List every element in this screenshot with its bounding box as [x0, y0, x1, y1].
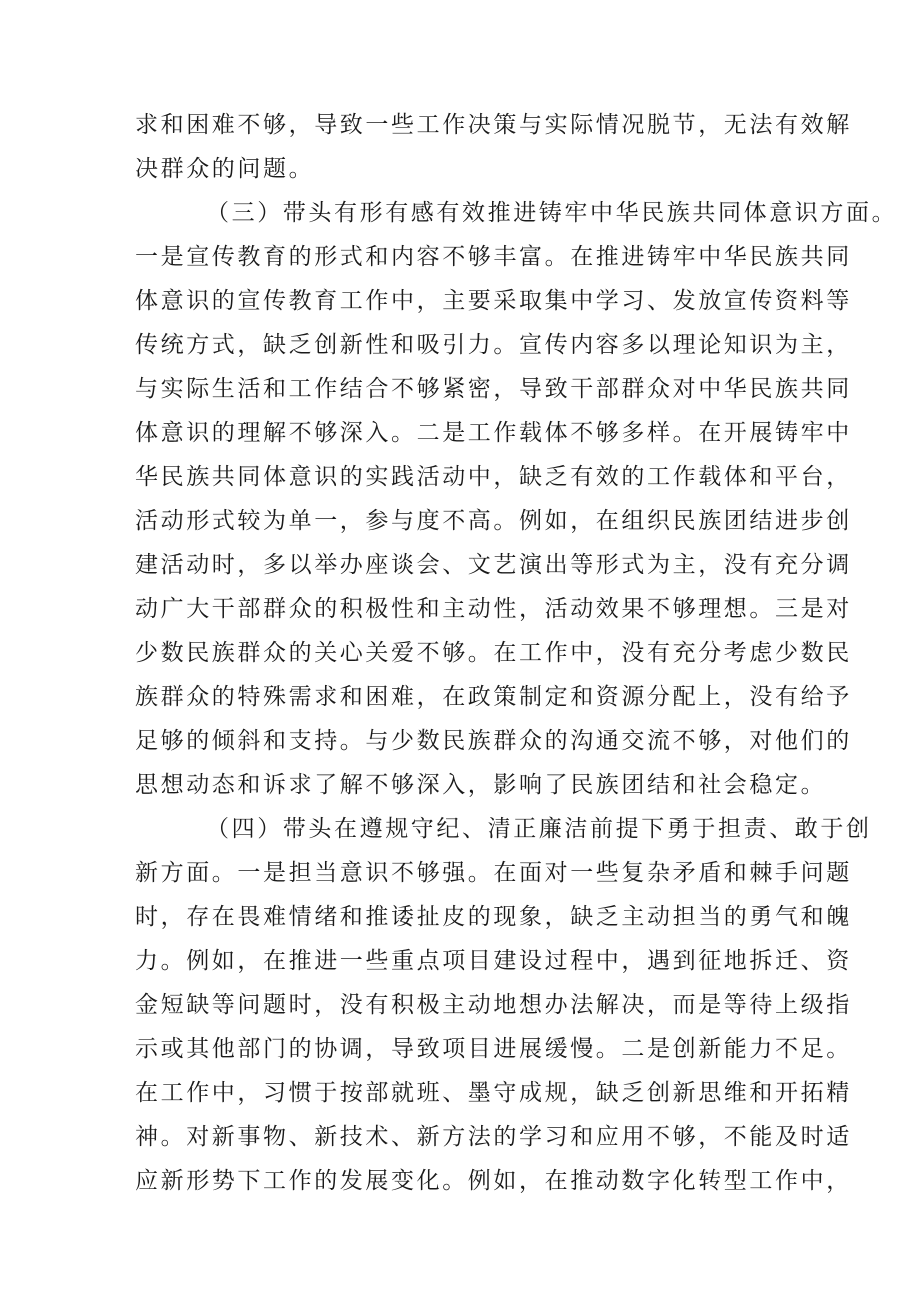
- text-line: 体意识的宣传教育工作中，主要采取集中学习、发放宣传资料等: [135, 288, 852, 314]
- text-line: 体意识的理解不够深入。二是工作载体不够多样。在开展铸牢中: [135, 420, 852, 446]
- text-line: 思想动态和诉求了解不够深入，影响了民族团结和社会稳定。: [135, 772, 827, 798]
- document-body: [135, 103, 898, 1203]
- section-heading-4: （四）带头在遵规守纪、清正廉洁前提下勇于担责、敢于创: [206, 816, 872, 842]
- text-line: 传统方式，缺乏创新性和吸引力。宣传内容多以理论知识为主，: [135, 332, 852, 358]
- text-line: 决群众的问题。: [135, 156, 315, 182]
- text-line: 新方面。一是担当意识不够强。在面对一些复杂矛盾和棘手问题: [135, 860, 852, 886]
- section-heading-3: （三）带头有形有感有效推进铸牢中华民族共同体意识方面。: [206, 200, 898, 226]
- text-line: 示或其他部门的协调，导致项目进展缓慢。二是创新能力不足。: [135, 1036, 852, 1062]
- text-line: 建活动时，多以举办座谈会、文艺演出等形式为主，没有充分调: [135, 552, 852, 578]
- text-line: 动广大干部群众的积极性和主动性，活动效果不够理想。三是对: [135, 596, 852, 622]
- text-line: 求和困难不够，导致一些工作决策与实际情况脱节，无法有效解: [135, 112, 852, 138]
- text-line: 时，存在畏难情绪和推诿扯皮的现象，缺乏主动担当的勇气和魄: [135, 904, 852, 930]
- text-line: 在工作中，习惯于按部就班、墨守成规，缺乏创新思维和开拓精: [135, 1080, 852, 1106]
- text-line: 华民族共同体意识的实践活动中，缺乏有效的工作载体和平台，: [135, 464, 852, 490]
- text-line: 神。对新事物、新技术、新方法的学习和应用不够，不能及时适: [135, 1124, 852, 1150]
- text-line: 金短缺等问题时，没有积极主动地想办法解决，而是等待上级指: [135, 992, 852, 1018]
- text-line: 力。例如，在推进一些重点项目建设过程中，遇到征地拆迁、资: [135, 948, 852, 974]
- text-line: 族群众的特殊需求和困难，在政策制定和资源分配上，没有给予: [135, 684, 852, 710]
- text-line: 少数民族群众的关心关爱不够。在工作中，没有充分考虑少数民: [135, 640, 852, 666]
- text-line: 与实际生活和工作结合不够紧密，导致干部群众对中华民族共同: [135, 376, 852, 402]
- text-line: 活动形式较为单一，参与度不高。例如，在组织民族团结进步创: [135, 508, 852, 534]
- text-line: 足够的倾斜和支持。与少数民族群众的沟通交流不够，对他们的: [135, 728, 852, 754]
- text-line: 应新形势下工作的发展变化。例如，在推动数字化转型工作中，: [135, 1168, 852, 1194]
- text-line: 一是宣传教育的形式和内容不够丰富。在推进铸牢中华民族共同: [135, 244, 852, 270]
